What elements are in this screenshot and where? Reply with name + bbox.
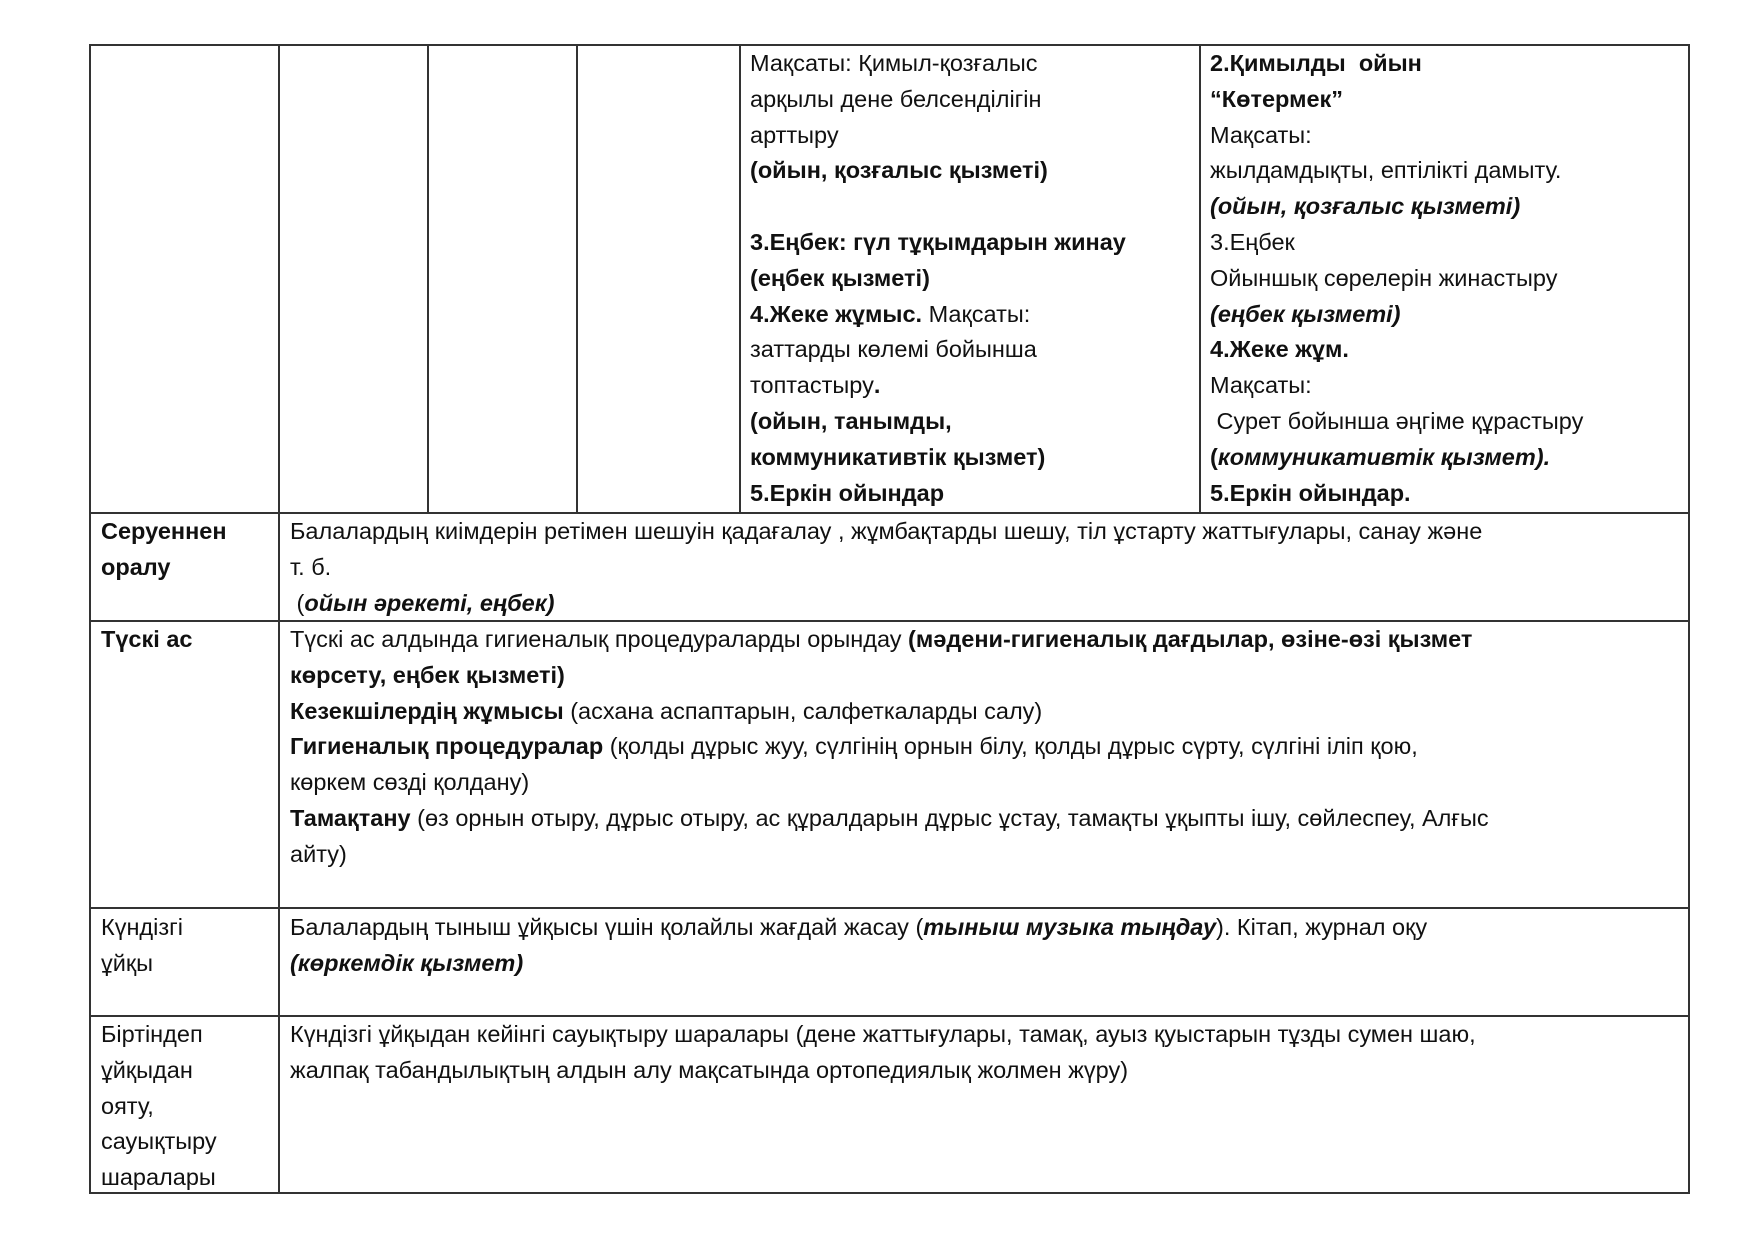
text-run: ( <box>1210 443 1218 470</box>
text-run: Сурет бойынша әңгіме құрастыру <box>1210 407 1584 434</box>
text-line <box>101 622 276 658</box>
text-run: Күндізгі ұйқыдан кейінгі сауықтыру шаралары (дене жаттығулары, тамақ, ауыз қуыстарын тұзды сумен шаю, <box>290 1021 1476 1047</box>
table-border-top <box>89 44 1690 46</box>
text-line <box>290 1017 1685 1053</box>
text-line <box>1210 332 1690 368</box>
text-run: Мақсаты: <box>922 300 1031 327</box>
text-line <box>750 332 1195 368</box>
row-content-return-from-walk <box>290 514 1685 621</box>
text-run: 4.Жеке жұм. <box>1210 336 1349 363</box>
text-run: ұйқыдан <box>101 1056 193 1083</box>
text-run: “Көтермек” <box>1210 85 1344 112</box>
text-run: 3.Еңбек <box>1210 228 1295 255</box>
text-line <box>750 82 1195 118</box>
text-run: 5.Еркін ойындар <box>750 479 945 506</box>
text-run: топтастыру <box>750 372 874 399</box>
row-content-waking-up <box>290 1017 1685 1089</box>
text-line <box>290 658 1685 694</box>
text-line <box>750 440 1195 476</box>
text-line <box>750 368 1195 404</box>
text-line <box>101 946 276 982</box>
text-run: ойын әрекеті, еңбек) <box>304 589 555 616</box>
text-run: Күндізгі <box>101 914 183 940</box>
text-run: Гигиеналық процедуралар <box>290 733 604 760</box>
text-line <box>101 1053 276 1089</box>
text-line <box>750 189 1195 225</box>
text-line <box>1210 118 1690 154</box>
text-run: Балалардың тыныш ұйқысы үшін қолайлы жағдай жасау ( <box>290 914 924 940</box>
text-line <box>1210 46 1690 82</box>
text-line <box>101 1089 276 1125</box>
table-row-divider-4 <box>89 1015 1690 1017</box>
text-line <box>290 622 1685 658</box>
text-run: 4.Жеке жұмыс. <box>750 300 923 327</box>
text-run: сауықтыру <box>101 1128 217 1155</box>
text-line <box>750 225 1195 261</box>
text-line <box>750 46 1195 82</box>
text-run: 2.Қимылды ойын <box>1210 50 1422 76</box>
text-line <box>290 694 1685 730</box>
cell-walk-activities-b <box>1210 46 1690 511</box>
table-divider-col-3 <box>427 44 429 513</box>
table-border-bottom <box>89 1192 1690 1194</box>
text-line <box>290 946 1685 982</box>
text-run: Ойыншық сөрелерін жинастыру <box>1210 264 1558 291</box>
table-border-right <box>1688 44 1690 1194</box>
text-run: арқылы дене белсенділігін <box>750 85 1042 112</box>
text-run: Түскі ас алдында гигиеналық процедураларды орындау <box>290 626 909 652</box>
text-run: коммуникативтік қызмет) <box>750 443 1046 470</box>
text-run: көркем сөзді қолдану) <box>290 769 530 796</box>
text-run: Кезекшілердің жұмысы <box>290 697 564 724</box>
text-run: оралу <box>101 553 171 580</box>
cell-empty-3 <box>429 46 576 513</box>
text-run: Мақсаты: <box>1210 121 1312 148</box>
text-line <box>101 550 276 586</box>
text-run: Мақсаты: <box>1210 372 1312 399</box>
text-run: шаралары <box>101 1164 216 1191</box>
cell-empty-2 <box>280 46 427 513</box>
text-run: жылдамдықты, ептілікті дамыту. <box>1210 157 1562 184</box>
text-line <box>101 1017 276 1053</box>
row-content-day-sleep <box>290 910 1685 982</box>
cell-walk-activities-a <box>750 46 1195 511</box>
text-line <box>1210 476 1690 512</box>
text-run: т. б. <box>290 553 332 580</box>
table-divider-col-6 <box>1199 44 1201 513</box>
text-run: Тамақтану <box>290 804 411 831</box>
text-run: (ойын, қозғалыс қызметі) <box>750 157 1048 184</box>
text-run: тыныш музыка тыңдау <box>923 914 1217 940</box>
text-line <box>1210 297 1690 333</box>
text-run: Балалардың киімдерін ретімен шешуін қадағалау , жұмбақтарды шешу, тіл ұстарту жаттығулары, санау және <box>290 518 1483 544</box>
text-run: (ойын, қозғалыс қызметі) <box>1210 193 1521 220</box>
text-line <box>750 476 1195 512</box>
text-line <box>1210 368 1690 404</box>
text-run: 5.Еркін ойындар. <box>1210 479 1411 506</box>
text-line <box>290 514 1685 550</box>
text-run: (өз орнын отыру, дұрыс отыру, ас құралдарын дұрыс ұстау, тамақты ұқыпты ішу, сөйлеспеу, Алғыс <box>410 804 1489 831</box>
text-line <box>101 514 276 550</box>
text-line <box>290 837 1685 873</box>
text-run: заттарды көлемі бойынша <box>750 336 1037 363</box>
text-run: айту) <box>290 840 347 867</box>
text-run: ). Кітап, журнал оқу <box>1216 914 1428 940</box>
table-border-left <box>89 44 91 1194</box>
row-label-day-sleep <box>101 910 276 982</box>
table-divider-col-4 <box>576 44 578 513</box>
text-line <box>1210 153 1690 189</box>
text-line <box>290 1053 1685 1089</box>
text-line <box>750 404 1195 440</box>
text-run: . <box>873 372 881 399</box>
text-line <box>750 297 1195 333</box>
cell-empty-4 <box>578 46 739 513</box>
text-line <box>1210 440 1690 476</box>
text-run: (асхана аспаптарын, салфеткаларды салу) <box>563 697 1043 724</box>
text-run: 3.Еңбек: гүл тұқымдарын жинау <box>750 228 1126 255</box>
text-run: ( <box>290 589 305 616</box>
text-run: (еңбек қызметі) <box>750 264 930 291</box>
text-line <box>290 801 1685 837</box>
table-row-divider-3 <box>89 907 1690 909</box>
table-divider-col-5 <box>739 44 741 513</box>
text-run: ояту, <box>101 1092 154 1119</box>
row-label-return-from-walk <box>101 514 276 586</box>
text-run: Түскі ас <box>101 626 193 652</box>
text-line <box>1210 404 1690 440</box>
table-row-divider-2 <box>89 620 1690 622</box>
text-run: Мақсаты: Қимыл-қозғалыс <box>750 50 1038 76</box>
row-content-lunch <box>290 622 1685 873</box>
text-run: (ойын, танымды, <box>750 407 952 434</box>
text-run: жалпақ табандылықтың алдын алу мақсатында ортопедиялық жолмен жүру) <box>290 1056 1129 1083</box>
text-line <box>750 261 1195 297</box>
text-run: (еңбек қызметі) <box>1210 300 1401 327</box>
text-run: (мәдени-гигиеналық дағдылар, өзіне-өзі қызмет <box>908 626 1473 652</box>
text-run: арттыру <box>750 121 839 148</box>
text-run: Біртіндеп <box>101 1021 203 1047</box>
text-run: ұйқы <box>101 949 154 976</box>
text-run: коммуникативтік қызмет). <box>1217 443 1551 470</box>
text-line <box>1210 225 1690 261</box>
text-line <box>1210 82 1690 118</box>
text-line <box>290 765 1685 801</box>
text-line <box>101 1160 276 1196</box>
text-line <box>1210 189 1690 225</box>
text-line <box>290 729 1685 765</box>
text-line <box>290 586 1685 622</box>
text-line <box>101 910 276 946</box>
table-divider-label-column <box>278 44 280 1194</box>
text-line <box>290 550 1685 586</box>
row-label-lunch <box>101 622 276 658</box>
text-run: (көркемдік қызмет) <box>290 949 524 976</box>
text-run: (қолды дұрыс жуу, сүлгінің орнын білу, қолды дұрыс сүрту, сүлгіні іліп қою, <box>603 733 1418 760</box>
text-line <box>750 153 1195 189</box>
text-run: көрсету, еңбек қызметі) <box>290 661 565 688</box>
text-line <box>1210 261 1690 297</box>
row-label-waking-up <box>101 1017 276 1196</box>
cell-empty-1 <box>90 46 278 513</box>
text-line <box>750 118 1195 154</box>
text-line <box>290 910 1685 946</box>
table-row-divider-1 <box>89 512 1690 514</box>
text-run: Серуеннен <box>101 518 227 544</box>
text-line <box>101 1124 276 1160</box>
